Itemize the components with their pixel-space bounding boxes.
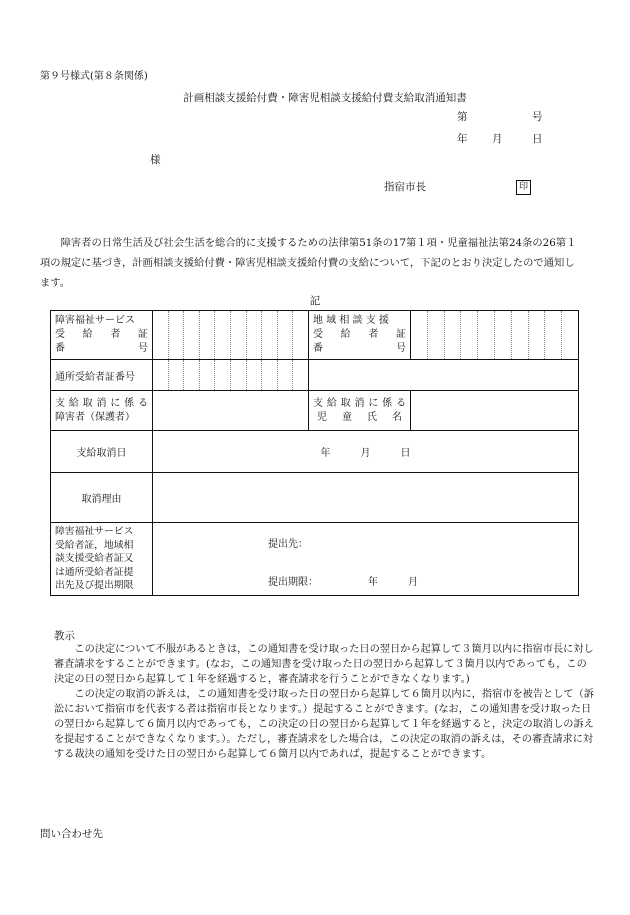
table-row <box>51 473 579 523</box>
instruction-text <box>54 642 594 762</box>
form-number: 第９号様式(第８条関係) <box>40 71 148 82</box>
label-line: 障害福祉サービス <box>55 315 135 326</box>
date-year: 年 <box>457 133 468 145</box>
label-line: 番 号 <box>55 343 148 354</box>
cancel-date-field[interactable] <box>153 431 579 473</box>
table-row <box>51 523 579 596</box>
notice-table <box>50 310 579 596</box>
instruction-heading: 教示 <box>54 630 75 642</box>
label-line: 支給取消に係る <box>55 397 148 409</box>
issuer-mayor: 指宿市長 <box>384 181 426 193</box>
body-paragraph <box>40 233 580 293</box>
cancelled-person-field[interactable] <box>153 391 309 431</box>
table-row <box>51 391 579 431</box>
instruction-paragraph-1: この決定について不服があるときは，この通知書を受け取った日の翌日から起算して３箇月以内に指宿市長に対し審査請求をすることができます。(なお，この通知書を受け取った日の翌日から起算して３箇月以内であっても，この決定の日の翌日から起算して１年を経過すると，審査請求を行うことができなくなります。) <box>54 644 594 685</box>
document-title: 計画相談支援給付費・障害児相談支援給付費支給取消通知書 <box>183 92 467 104</box>
label-line: 児 童 氏 名 <box>317 411 402 423</box>
label-line: 受 給 者 証 <box>313 329 406 340</box>
blank-cell <box>309 360 579 391</box>
label-line: 障害福祉サービス <box>55 526 134 537</box>
addressee-honorific: 様 <box>150 154 161 166</box>
cancelled-person-label <box>51 391 153 431</box>
recipient-cert-number-field[interactable] <box>153 311 309 360</box>
submission-field[interactable] <box>153 523 579 596</box>
label-line: 支給取消に係る <box>313 397 406 409</box>
cancel-reason-label: 取消理由 <box>51 473 153 523</box>
label-line: 受 給 者 証 <box>55 329 148 340</box>
cancel-date-label: 支給取消日 <box>51 431 153 473</box>
body-text: 障害者の日常生活及び社会生活を総合的に支援するための法律第51条の17第１項・児童福祉法第24条の26第１項の規定に基づき，計画相談支援給付費・障害児相談支援給付費の支給について，下記のとおり決定したので通知します。 <box>40 237 577 289</box>
cancel-date-ymd: 年 月 日 <box>320 448 411 459</box>
label-line: は通所受給者証提 <box>55 566 134 578</box>
label-line: 受給者証，地域相 <box>55 539 134 551</box>
number-go: 号 <box>532 111 543 123</box>
seal-stamp: 印 <box>516 180 531 195</box>
number-dai: 第 <box>457 111 468 123</box>
label-line: 地 域 相 談 支 援 <box>313 315 389 326</box>
cancel-reason-field[interactable] <box>153 473 579 523</box>
deadline-ym: 年 月 <box>368 577 418 588</box>
deadline-label: 提出期限： <box>268 577 318 588</box>
regional-cert-number-label <box>309 311 411 360</box>
recipient-cert-number-label <box>51 311 153 360</box>
day-service-cert-number-label: 通所受給者証番号 <box>51 360 153 391</box>
date-day: 日 <box>532 133 543 145</box>
submission-label <box>51 523 153 596</box>
submit-to-label: 提出先： <box>268 539 308 550</box>
child-name-field[interactable] <box>411 391 579 431</box>
day-service-cert-number-field[interactable] <box>153 360 309 391</box>
instruction-paragraph-2: この決定の取消の訴えは，この通知書を受け取った日の翌日から起算して６箇月以内に，指宿市を被告として（訴訟において指宿市を代表する者は指宿市長となります。）提起することができます。(なお，この通知書を受け取った日の翌日から起算して６箇月以内であっても，この決定の日の翌日から起算して１年を経過すると，決定の取消しの訴えを提起することができなくなります。）。ただし，審査請求をした場合は，この決定の取消の訴えは，その審査請求に対する裁決の通知を受けた日の翌日から起算して６箇月以内であれば，提起することができます。 <box>54 689 594 760</box>
contact-label: 問い合わせ先 <box>40 828 103 840</box>
table-row <box>51 431 579 473</box>
date-month: 月 <box>492 133 503 145</box>
label-line: 障害者（保護者） <box>55 411 135 423</box>
table-row <box>51 311 579 360</box>
label-line: 番 号 <box>313 343 406 354</box>
regional-cert-number-field[interactable] <box>411 311 579 360</box>
child-name-label <box>309 391 411 431</box>
label-line: 出先及び提出期限 <box>55 580 134 591</box>
ki-heading: 記 <box>309 295 321 307</box>
label-line: 談支援受給者証又 <box>55 553 134 564</box>
table-row <box>51 360 579 391</box>
